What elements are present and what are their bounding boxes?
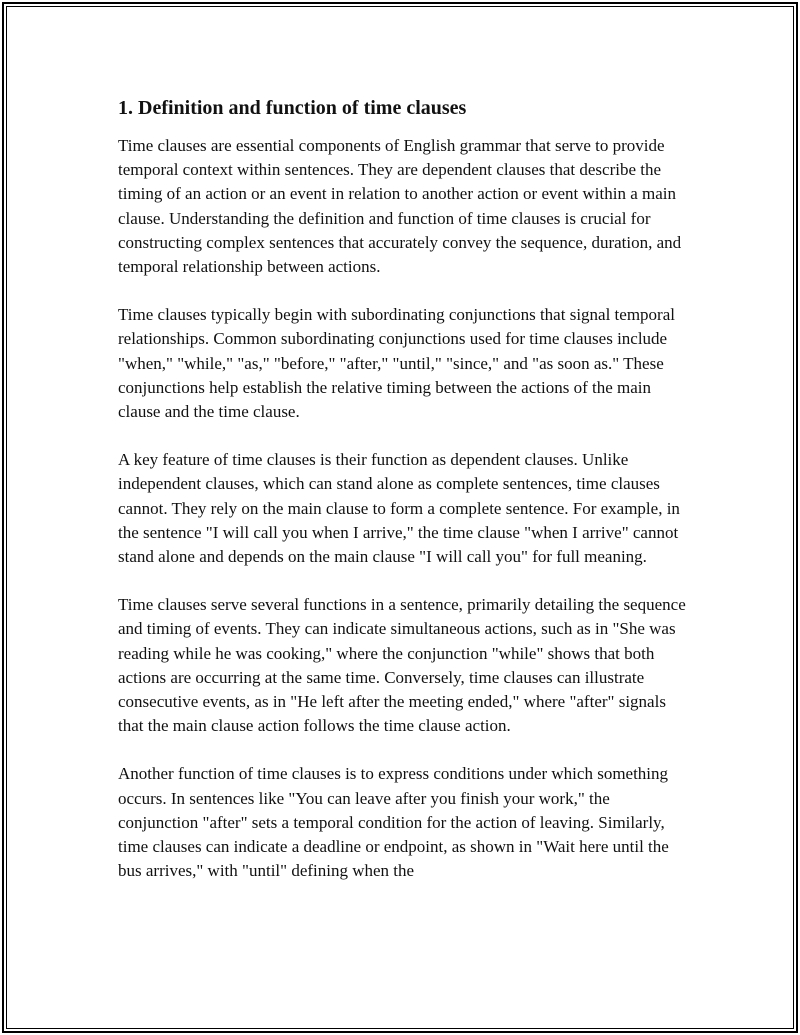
section-heading: 1. Definition and function of time clauses — [118, 97, 467, 119]
paragraph-4: Time clauses serve several functions in a sentence, primarily detailing the sequence and timing of events. They can indicate simultaneous actions, such as in "She was reading while he was cooking," where the conjunction "while" shows that both actions are occurring at the same time. Conversely, time clauses can illustrate consecutive events, as in "He left after the meeting ended," where "after" signals that the main clause action follows the time clause action. — [118, 595, 686, 736]
paragraph-2: Time clauses typically begin with subordinating conjunctions that signal temporal relationships. Common subordinating conjunctions used for time clauses include "when," "while," "as," "before," "after," "until," "since," and "as soon as." These conjunctions help establish the relative timing between the actions of the main clause and the time clause. — [118, 305, 675, 422]
paragraph-5: Another function of time clauses is to express conditions under which something occurs. In sentences like "You can leave after you finish your work," the conjunction "after" sets a temporal condition for the action of leaving. Similarly, time clauses can indicate a deadline or endpoint, as shown in "Wait here until the bus arrives," with "until" defining when the — [118, 764, 669, 881]
paragraph-3: A key feature of time clauses is their function as dependent clauses. Unlike independent clauses, which can stand alone as complete sentences, time clauses cannot. They rely on the main clause to form a complete sentence. For example, in the sentence "I will call you when I arrive," the time clause "when I arrive" cannot stand alone and depends on the main clause "I will call you" for full meaning. — [118, 450, 680, 567]
document-body — [118, 96, 690, 907]
paragraph-1: Time clauses are essential components of English grammar that serve to provide temporal context within sentences. They are dependent clauses that describe the timing of an action or an event in relation to another action or event within a main clause. Understanding the definition and function of time clauses is crucial for constructing complex sentences that accurately convey the sequence, duration, and temporal relationship between actions. — [118, 136, 682, 277]
